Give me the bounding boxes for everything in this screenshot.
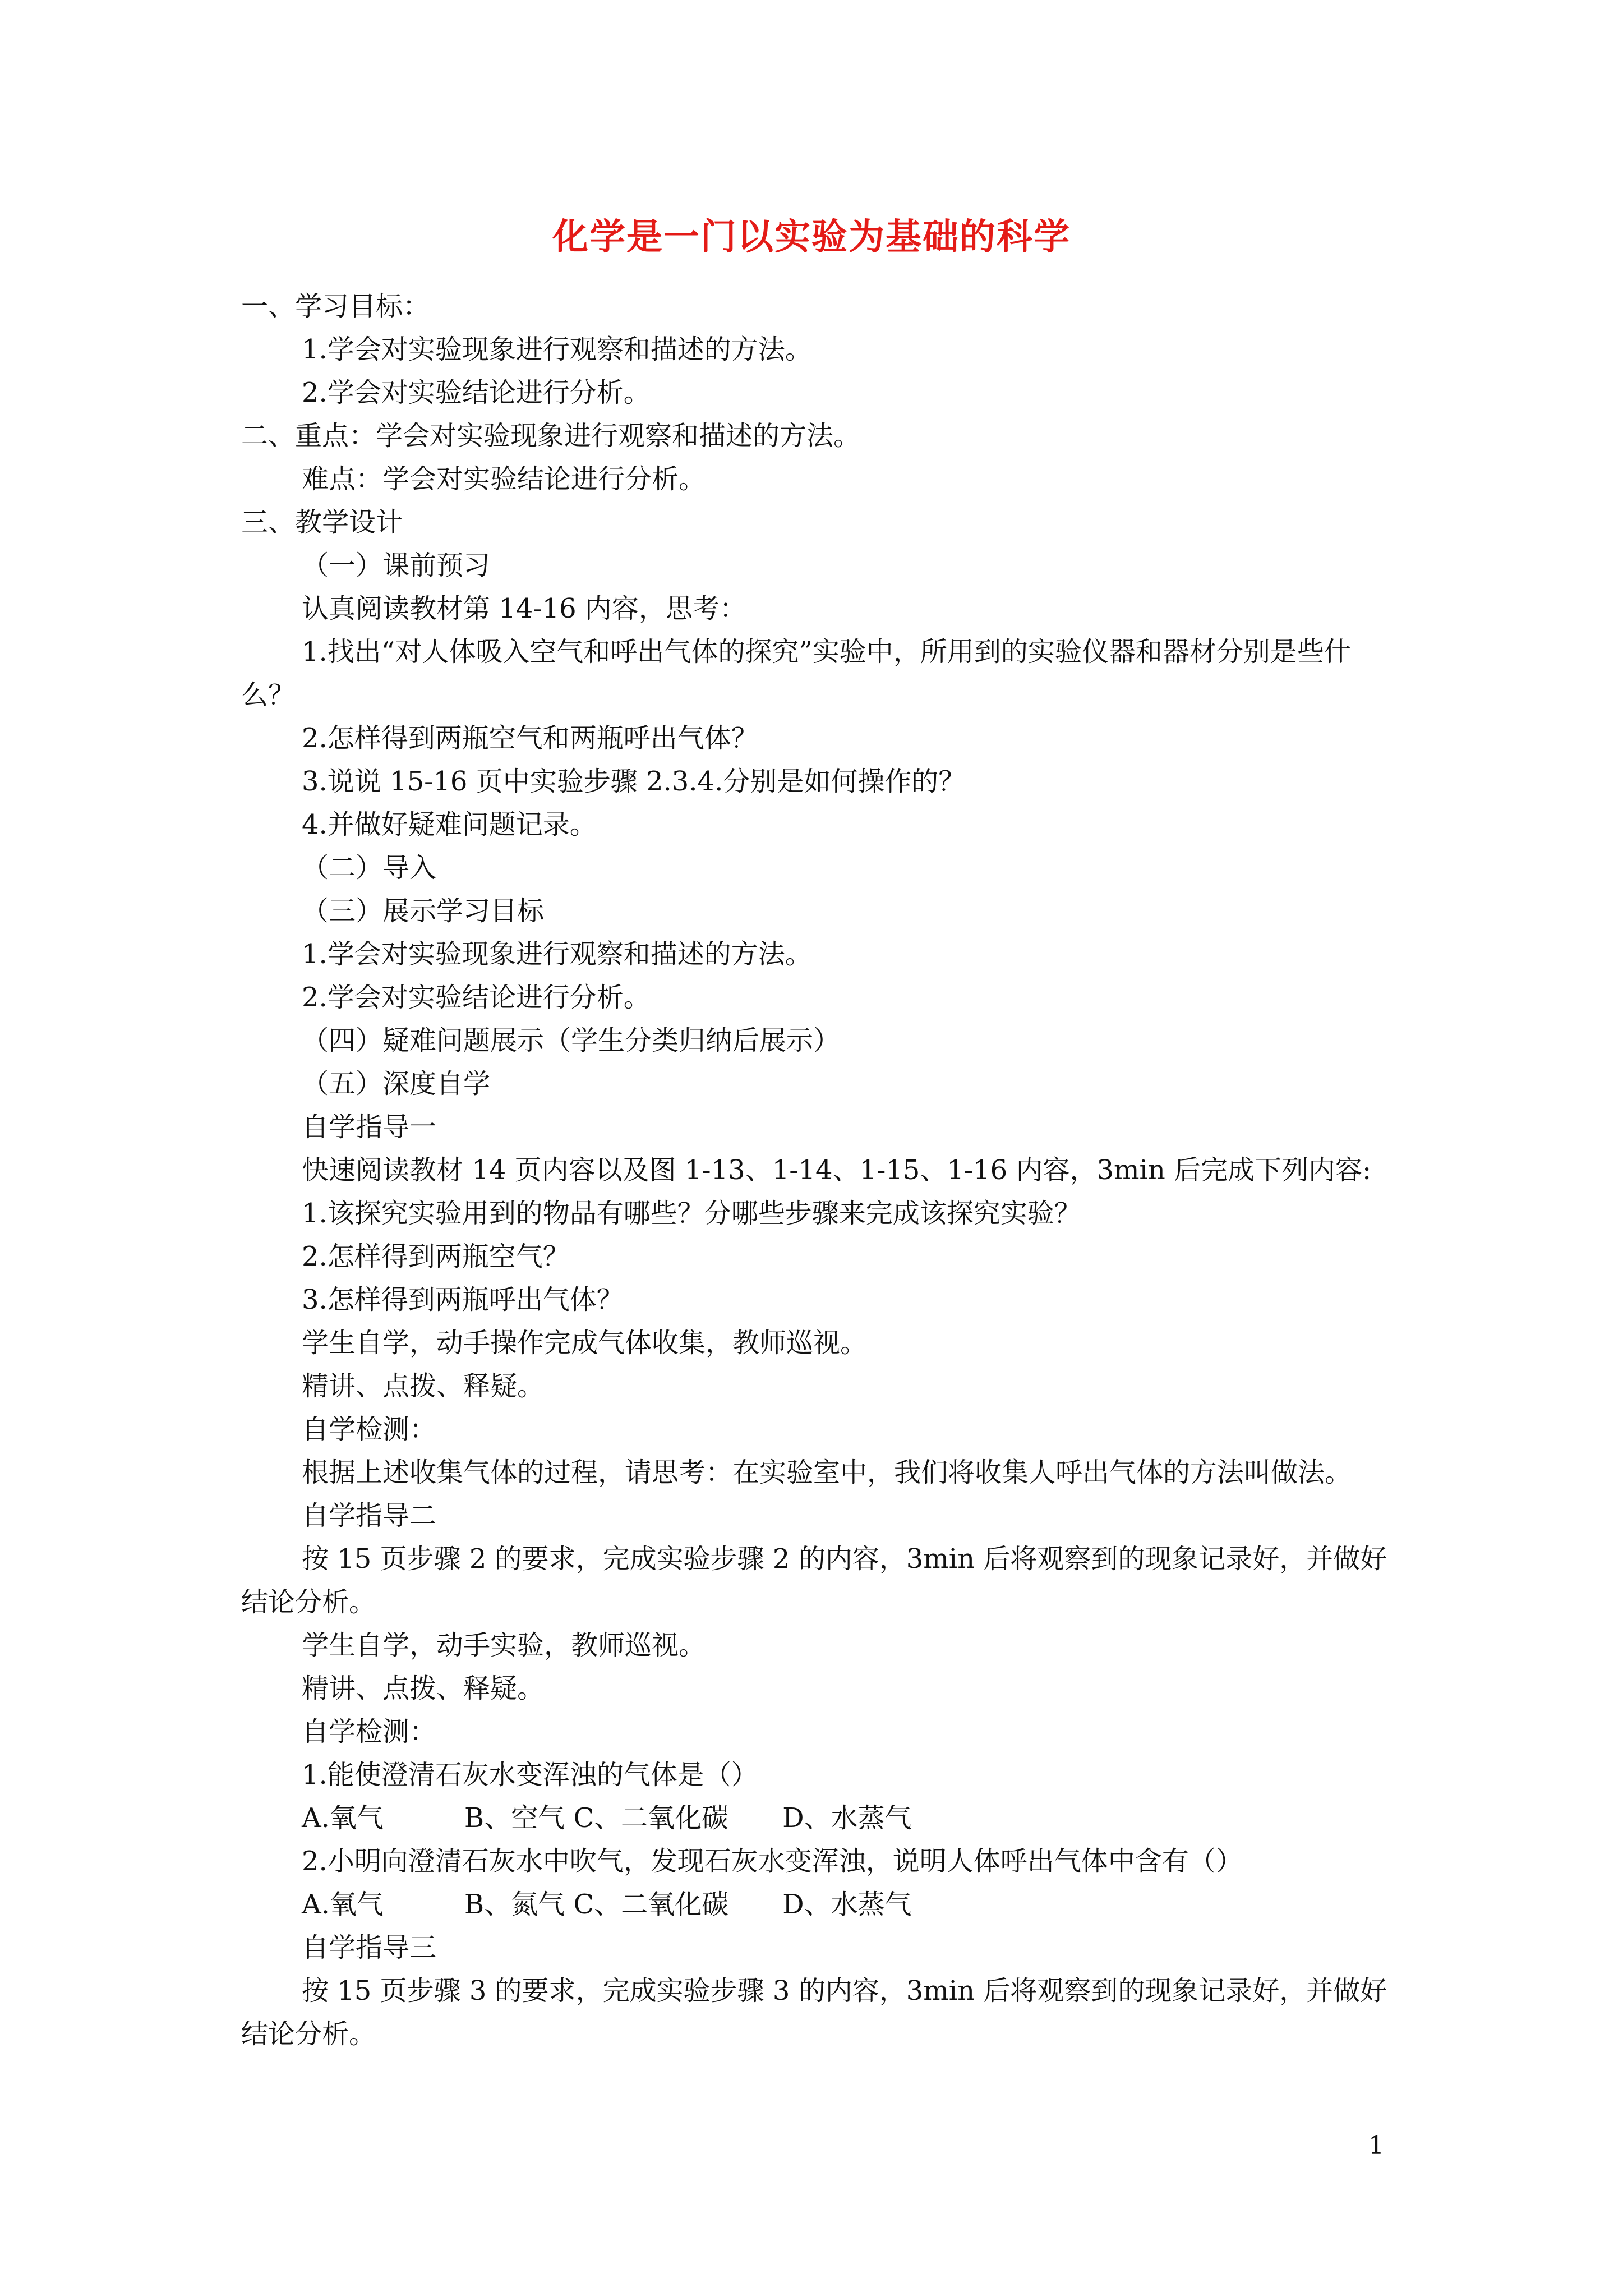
text-line: 4.并做好疑难问题记录。 — [302, 809, 597, 840]
text-line: 2.小明向澄清石灰水中吹气，发现石灰水变浑浊，说明人体呼出气体中含有（） — [302, 1846, 1243, 1877]
text-line: 1.学会对实验现象进行观察和描述的方法。 — [302, 938, 812, 970]
text-line: 精讲、点拨、释疑。 — [302, 1370, 545, 1402]
page-title: 化学是一门以实验为基础的科学 — [552, 217, 1071, 258]
text-line: 3.怎样得到两瓶呼出气体？ — [302, 1284, 624, 1315]
text-line: 2.学会对实验结论进行分析。 — [302, 377, 651, 408]
text-line: （二）导入 — [302, 852, 437, 884]
text-line: 1.找出“对人体吸入空气和呼出气体的探究”实验中，所用到的实验仪器和器材分别是些什么？ — [241, 636, 1351, 711]
text-line: 2.怎样得到两瓶空气和两瓶呼出气体？ — [302, 723, 758, 754]
text-line: 一、学习目标： — [241, 291, 430, 322]
text-line: 自学指导二 — [302, 1500, 437, 1531]
text-line: 3.说说 15-16 页中实验步骤 2.3.4.分别是如何操作的？ — [302, 766, 966, 797]
text-line: 二、重点：学会对实验现象进行观察和描述的方法。 — [241, 420, 861, 452]
text-line: （五）深度自学 — [302, 1068, 491, 1099]
text-line: A.氧气 B、空气 C、二氧化碳 D、水蒸气 — [302, 1802, 912, 1834]
text-line: 1.学会对实验现象进行观察和描述的方法。 — [302, 334, 812, 365]
text-line: 认真阅读教材第 14-16 内容，思考： — [302, 593, 746, 624]
text-line: （三）展示学习目标 — [302, 895, 545, 927]
text-line: A.氧气 B、氮气 C、二氧化碳 D、水蒸气 — [302, 1889, 912, 1920]
text-line: 学生自学，动手实验，教师巡视。 — [302, 1630, 706, 1661]
text-line: 难点：学会对实验结论进行分析。 — [302, 463, 706, 495]
text-line: 快速阅读教材 14 页内容以及图 1-13、1-14、1-15、1-16 内容，3min 后完成下列内容: — [302, 1154, 1372, 1186]
text-line: 按 15 页步骤 2 的要求，完成实验步骤 2 的内容，3min 后将观察到的现象记录好，并做好结论分析。 — [241, 1543, 1387, 1618]
text-line: 根据上述收集气体的过程，请思考：在实验室中，我们将收集人呼出气体的方法叫做法。 — [302, 1457, 1352, 1488]
text-line: 自学检测： — [302, 1716, 437, 1747]
text-line: 三、教学设计 — [241, 507, 403, 538]
text-line: 学生自学，动手操作完成气体收集，教师巡视。 — [302, 1327, 868, 1359]
text-line: （四）疑难问题展示（学生分类归纳后展示） — [302, 1025, 841, 1056]
document-body — [241, 285, 1396, 2056]
text-line: 自学指导三 — [302, 1932, 437, 1963]
text-line: 自学检测： — [302, 1414, 437, 1445]
text-line: 精讲、点拨、释疑。 — [302, 1673, 545, 1704]
text-line: （一）课前预习 — [302, 550, 491, 581]
text-line: 按 15 页步骤 3 的要求，完成实验步骤 3 的内容，3min 后将观察到的现象记录好，并做好结论分析。 — [241, 1975, 1387, 2050]
page-number: 1 — [1368, 2131, 1384, 2160]
text-line: 2.学会对实验结论进行分析。 — [302, 982, 651, 1013]
text-line: 1.该探究实验用到的物品有哪些？分哪些步骤来完成该探究实验？ — [302, 1198, 1081, 1229]
text-line: 2.怎样得到两瓶空气？ — [302, 1241, 570, 1272]
text-line: 1.能使澄清石灰水变浑浊的气体是（） — [302, 1759, 758, 1791]
text-line: 自学指导一 — [302, 1111, 437, 1143]
